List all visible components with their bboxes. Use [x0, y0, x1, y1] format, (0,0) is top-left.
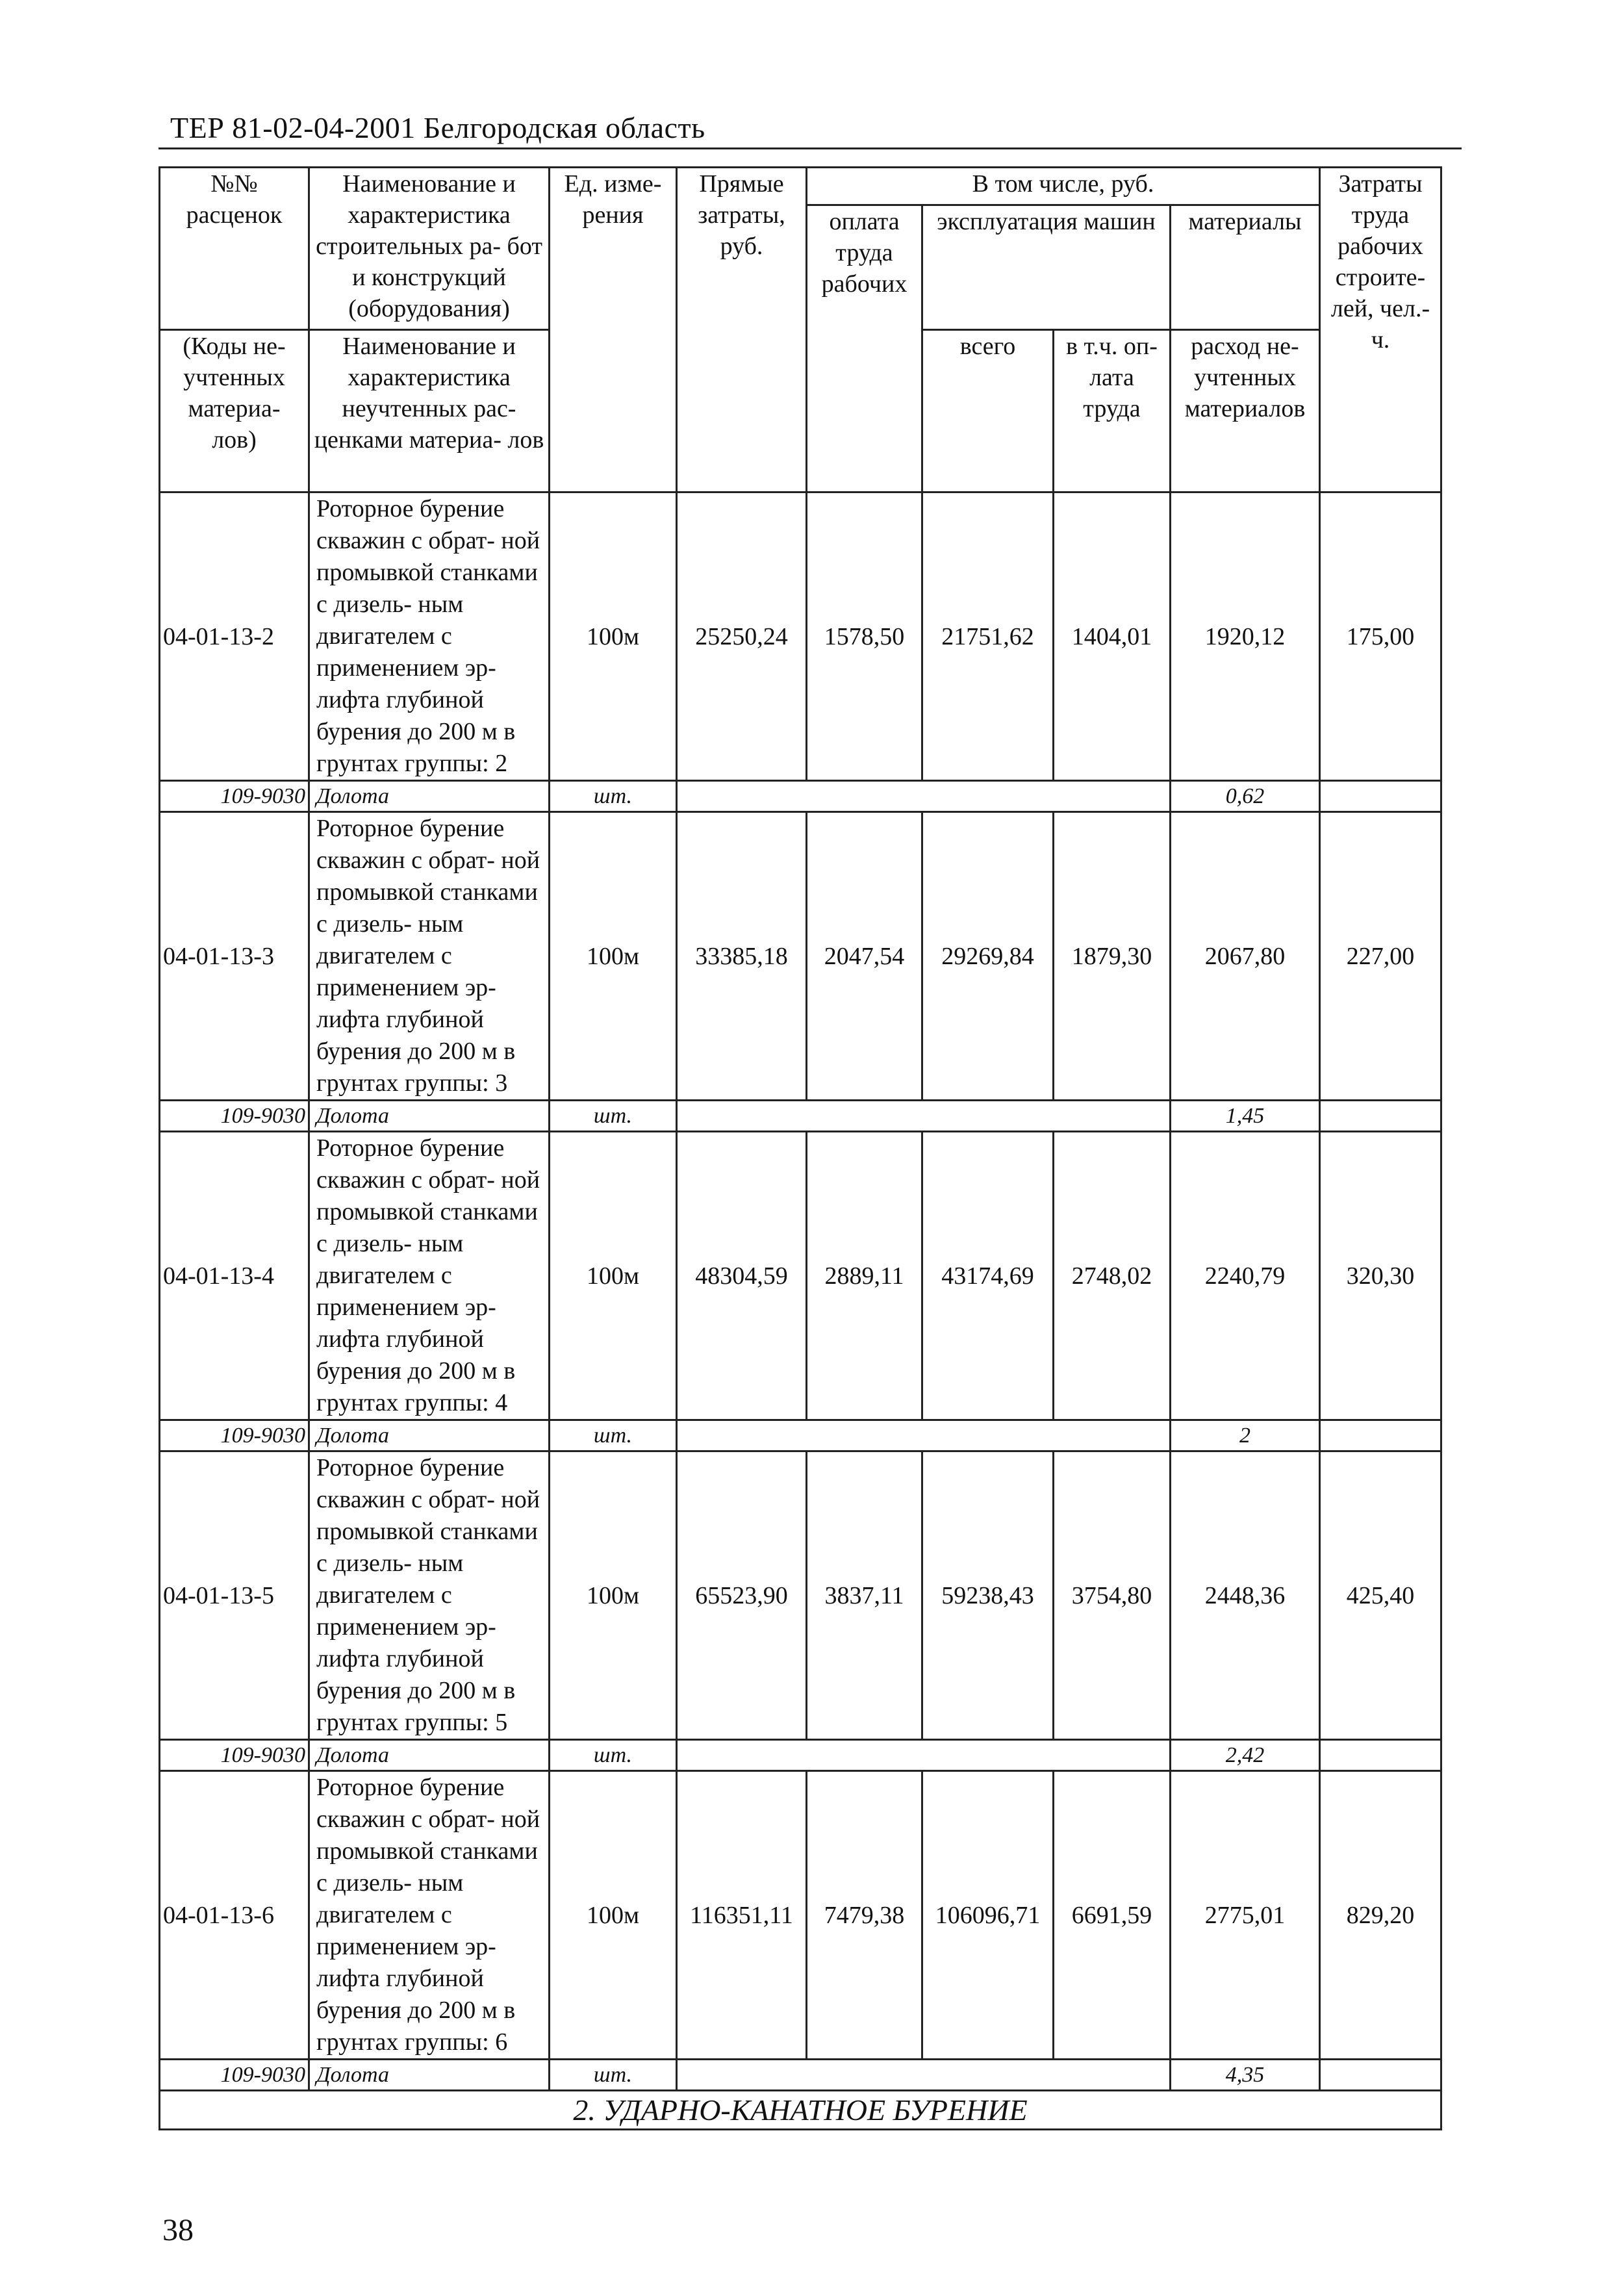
material-empty: [677, 1420, 1171, 1451]
rate-description: Роторное бурение скважин с обрат- ной промывкой станками с дизель- ным двигателем с применением эр- лифта глубиной бурения до 200 м в грунтах группы: 3: [309, 812, 550, 1101]
machines-labor-value: 6691,59: [1054, 1771, 1171, 2060]
labor-hours-value: 425,40: [1320, 1451, 1441, 1740]
machines-total-value: 21751,62: [922, 492, 1054, 781]
header-unit: Ед. изме- рения: [550, 168, 677, 492]
material-empty-hours: [1320, 1101, 1441, 1132]
direct-costs-value: 48304,59: [677, 1132, 807, 1420]
machines-labor-value: 1879,30: [1054, 812, 1171, 1101]
rates-table: [159, 166, 1442, 2130]
material-unit: шт.: [550, 781, 677, 812]
rate-unit: 100м: [550, 812, 677, 1101]
rate-unit: 100м: [550, 1451, 677, 1740]
rate-description: Роторное бурение скважин с обрат- ной промывкой станками с дизель- ным двигателем с применением эр- лифта глубиной бурения до 200 м в грунтах группы: 2: [309, 492, 550, 781]
rate-code: 04-01-13-5: [160, 1451, 309, 1740]
material-name: Долота: [309, 781, 550, 812]
material-name: Долота: [309, 1420, 550, 1451]
rate-description: Роторное бурение скважин с обрат- ной промывкой станками с дизель- ным двигателем с применением эр- лифта глубиной бурения до 200 м в грунтах группы: 6: [309, 1771, 550, 2060]
material-empty-hours: [1320, 1740, 1441, 1771]
labor-pay-value: 2889,11: [807, 1132, 922, 1420]
material-unit: шт.: [550, 2060, 677, 2091]
machines-labor-value: 2748,02: [1054, 1132, 1171, 1420]
header-materials: материалы: [1171, 205, 1320, 330]
header-codes: (Коды не- учтенных материа- лов): [160, 330, 309, 492]
direct-costs-value: 25250,24: [677, 492, 807, 781]
header-rate-no: №№ расценок: [160, 168, 309, 330]
section-title: 2. УДАРНО-КАНАТНОЕ БУРЕНИЕ: [160, 2091, 1441, 2130]
labor-pay-value: 7479,38: [807, 1771, 922, 2060]
machines-labor-value: 3754,80: [1054, 1451, 1171, 1740]
rate-unit: 100м: [550, 492, 677, 781]
direct-costs-value: 33385,18: [677, 812, 807, 1101]
material-code: 109-9030: [160, 781, 309, 812]
header-divider: [159, 147, 1462, 149]
rate-code: 04-01-13-2: [160, 492, 309, 781]
labor-pay-value: 1578,50: [807, 492, 922, 781]
rate-code: 04-01-13-4: [160, 1132, 309, 1420]
section-row: [160, 2091, 1441, 2130]
material-unit: шт.: [550, 1740, 677, 1771]
material-empty-hours: [1320, 1420, 1441, 1451]
labor-hours-value: 175,00: [1320, 492, 1441, 781]
rate-unit: 100м: [550, 1132, 677, 1420]
material-name: Долота: [309, 2060, 550, 2091]
materials-value: 2067,80: [1171, 812, 1320, 1101]
material-unit: шт.: [550, 1420, 677, 1451]
direct-costs-value: 116351,11: [677, 1771, 807, 2060]
rate-code: 04-01-13-3: [160, 812, 309, 1101]
material-consumption: 2,42: [1171, 1740, 1320, 1771]
header-total: всего: [922, 330, 1054, 492]
table-row: [160, 492, 1441, 781]
header-name: Наименование и характеристика строительных ра- бот и конструкций (оборудования): [309, 168, 550, 330]
rate-unit: 100м: [550, 1771, 677, 2060]
machines-total-value: 29269,84: [922, 812, 1054, 1101]
material-name: Долота: [309, 1101, 550, 1132]
material-row: [160, 1420, 1441, 1451]
header-labor-pay: оплата труда рабочих: [807, 205, 922, 492]
material-empty: [677, 2060, 1171, 2091]
machines-total-value: 106096,71: [922, 1771, 1054, 2060]
header-labor-costs: Затраты труда рабочих строите- лей, чел.-ч.: [1320, 168, 1441, 492]
material-unit: шт.: [550, 1101, 677, 1132]
machines-total-value: 59238,43: [922, 1451, 1054, 1740]
material-row: [160, 1740, 1441, 1771]
header-incl-labor: в т.ч. оп- лата труда: [1054, 330, 1171, 492]
material-row: [160, 781, 1441, 812]
materials-value: 2775,01: [1171, 1771, 1320, 2060]
material-consumption: 2: [1171, 1420, 1320, 1451]
material-empty: [677, 1101, 1171, 1132]
rate-code: 04-01-13-6: [160, 1771, 309, 2060]
materials-value: 2448,36: [1171, 1451, 1320, 1740]
header-including: В том числе, руб.: [807, 168, 1320, 205]
labor-hours-value: 320,30: [1320, 1132, 1441, 1420]
material-consumption: 1,45: [1171, 1101, 1320, 1132]
material-code: 109-9030: [160, 1101, 309, 1132]
document-title: ТЕР 81-02-04-2001 Белгородская область: [170, 111, 705, 144]
material-empty: [677, 1740, 1171, 1771]
material-consumption: 0,62: [1171, 781, 1320, 812]
header-direct-costs: Прямые затраты, руб.: [677, 168, 807, 492]
direct-costs-value: 65523,90: [677, 1451, 807, 1740]
table-row: [160, 1132, 1441, 1420]
material-code: 109-9030: [160, 1420, 309, 1451]
material-name: Долота: [309, 1740, 550, 1771]
materials-value: 2240,79: [1171, 1132, 1320, 1420]
labor-pay-value: 2047,54: [807, 812, 922, 1101]
material-empty: [677, 781, 1171, 812]
page-number: 38: [162, 2213, 194, 2247]
material-code: 109-9030: [160, 2060, 309, 2091]
table-row: [160, 812, 1441, 1101]
labor-hours-value: 227,00: [1320, 812, 1441, 1101]
labor-pay-value: 3837,11: [807, 1451, 922, 1740]
header-machine-operation: эксплуатация машин: [922, 205, 1171, 330]
materials-value: 1920,12: [1171, 492, 1320, 781]
header-unaccounted-name: Наименование и характеристика неучтенных рас- ценками материа- лов: [309, 330, 550, 492]
material-code: 109-9030: [160, 1740, 309, 1771]
table-row: [160, 1771, 1441, 2060]
material-empty-hours: [1320, 2060, 1441, 2091]
material-consumption: 4,35: [1171, 2060, 1320, 2091]
material-empty-hours: [1320, 781, 1441, 812]
machines-total-value: 43174,69: [922, 1132, 1054, 1420]
table-row: [160, 1451, 1441, 1740]
labor-hours-value: 829,20: [1320, 1771, 1441, 2060]
material-row: [160, 1101, 1441, 1132]
machines-labor-value: 1404,01: [1054, 492, 1171, 781]
rate-description: Роторное бурение скважин с обрат- ной промывкой станками с дизель- ным двигателем с применением эр- лифта глубиной бурения до 200 м в грунтах группы: 4: [309, 1132, 550, 1420]
rate-description: Роторное бурение скважин с обрат- ной промывкой станками с дизель- ным двигателем с применением эр- лифта глубиной бурения до 200 м в грунтах группы: 5: [309, 1451, 550, 1740]
header-consumption: расход не- учтенных материалов: [1171, 330, 1320, 492]
material-row: [160, 2060, 1441, 2091]
